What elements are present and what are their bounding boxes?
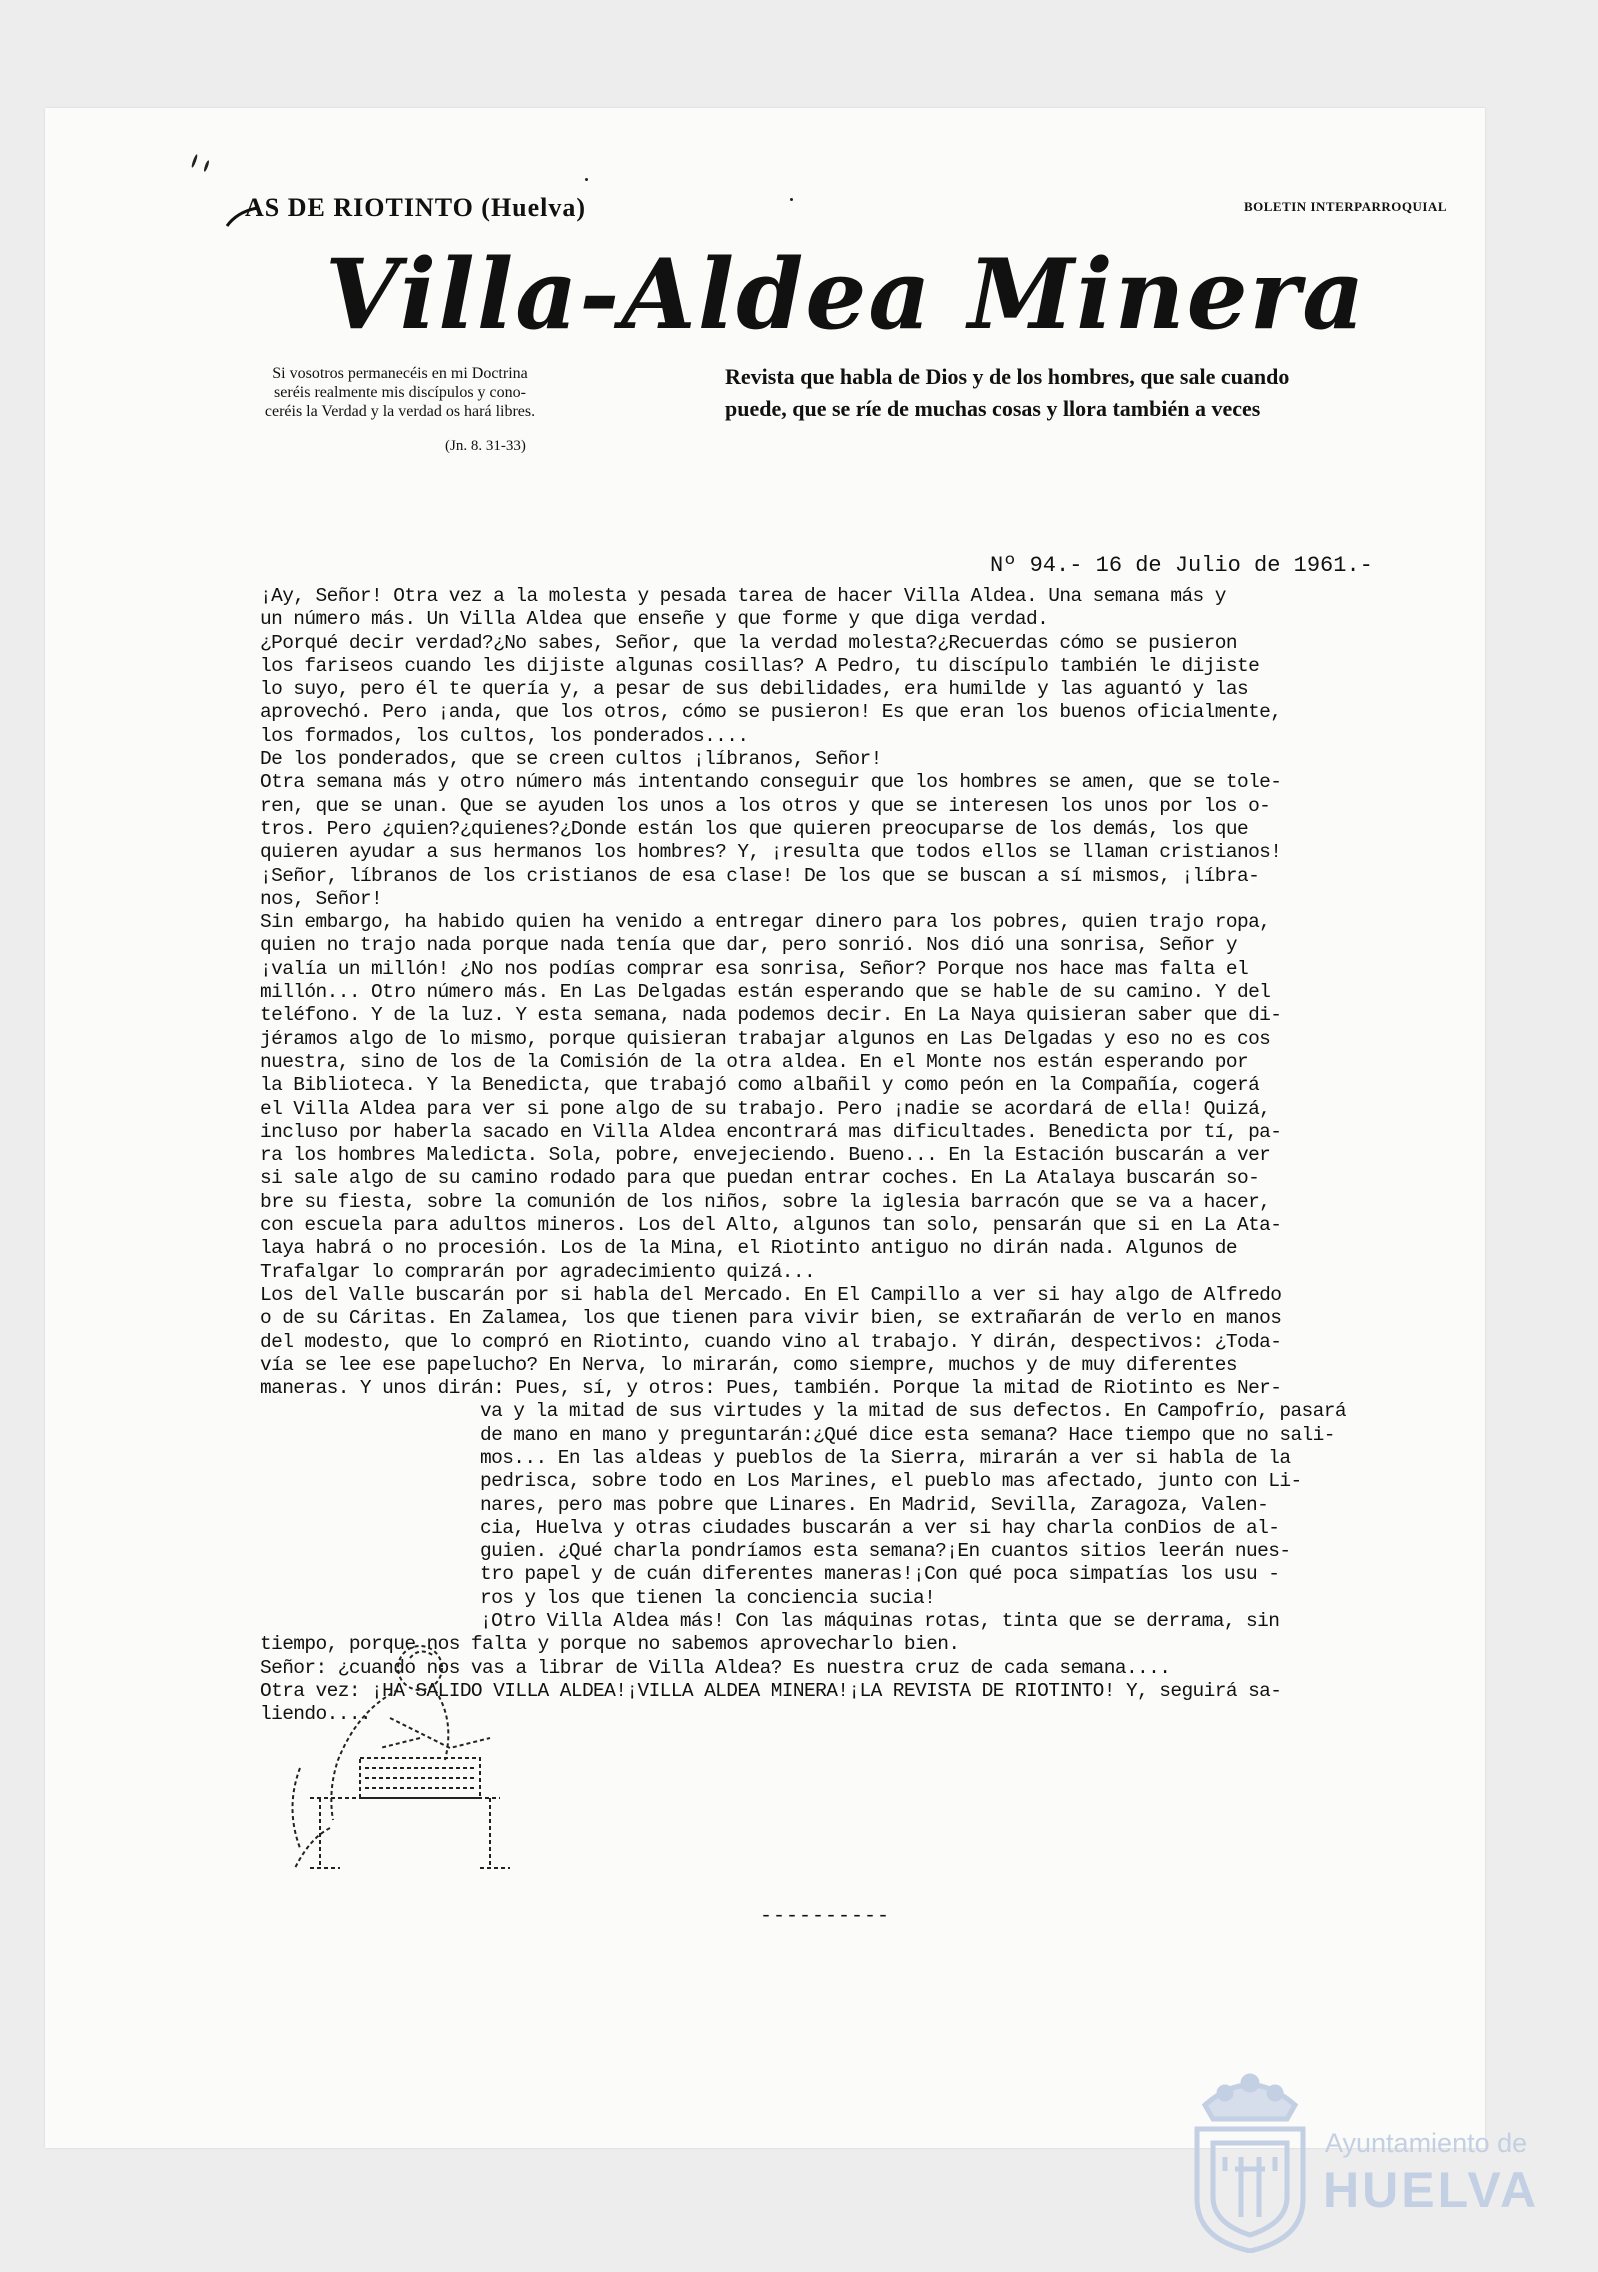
text-line: Señor: ¿cuando nos vas a librar de Villa Aldea? Es nuestra cruz de cada semana....	[260, 1656, 1171, 1679]
scripture-quote	[185, 364, 615, 421]
text-line: Otra semana más y otro número más intentando conseguir que los hombres se amen, que se tole-	[260, 771, 1282, 794]
quote-line: Si vosotros permanecéis en mi Doctrina	[272, 365, 528, 382]
text-line: la Biblioteca. Y la Benedicta, que trabajó como albañil y como peón en la Compañía, cogerá	[260, 1074, 1260, 1097]
text-line: tiempo, porque nos falta y porque no sabemos aprovecharlo bien.	[260, 1633, 960, 1656]
text-line: va y la mitad de sus virtudes y la mitad de sus defectos. En Campofrío, pasará	[480, 1400, 1346, 1423]
text-line: lo suyo, pero él te quería y, a pesar de sus debilidades, era humilde y las aguantó y las	[260, 678, 1249, 701]
text-line: del modesto, que lo compró en Riotinto, cuando vino al trabajo. Y dirán, despectivos: ¿Toda-	[260, 1330, 1282, 1353]
watermark-city-name: HUELVA	[1323, 2162, 1540, 2218]
article-paragraphs	[260, 585, 1450, 1400]
text-line: aprovechó. Pero ¡anda, que los otros, cómo se pusieron! Es que eran los buenos oficialmente,	[260, 701, 1282, 724]
ink-speck	[203, 160, 210, 172]
text-line: ¡valía un millón! ¿No nos podías comprar esa sonrisa, Señor? Porque nos hace mas falta el	[260, 957, 1249, 980]
text-line: ¡Otro Villa Aldea más! Con las máquinas rotas, tinta que se derrama, sin	[480, 1610, 1280, 1633]
text-line: vía se lee ese papelucho? En Nerva, lo mirarán, como siempre, muchos y de muy diferentes	[260, 1353, 1237, 1376]
text-line: nuestra, sino de los de la Comisión de la otra aldea. En el Monte nos están esperando por	[260, 1050, 1249, 1073]
institution-watermark	[1185, 2073, 1585, 2253]
text-line: ¿Porqué decir verdad?¿No sabes, Señor, que la verdad molesta?¿Recuerdas cómo se pusieron	[260, 631, 1237, 654]
text-line: ren, que se unan. Que se ayuden los unos a los otros y que se interesen los unos por los o-	[260, 794, 1271, 817]
scripture-reference: (Jn. 8. 31-33)	[445, 438, 526, 454]
masthead-title: Villa-Aldea Minera	[325, 238, 1367, 351]
text-line: jéramos algo de lo mismo, porque quisieran trabajar algunos en Las Delgadas y eso no es cos	[260, 1027, 1271, 1050]
huelva-coat-of-arms-icon	[1185, 2073, 1315, 2253]
tagline	[725, 361, 1485, 425]
text-line: laya habrá o no procesión. Los de la Mina, el Riotinto antiguo no dirán nada. Algunos de	[260, 1237, 1237, 1260]
text-line: liendo....	[260, 1703, 372, 1726]
text-line: si sale algo de su camino rodado para que puedan entrar coches. En La Atalaya buscarán so-	[260, 1167, 1260, 1190]
bulletin-type: BOLETIN INTERPARROQUIAL	[1243, 199, 1447, 214]
text-line: tros. Pero ¿quien?¿quienes?¿Donde están los que quieren preocuparse de los demás, los que	[260, 817, 1249, 840]
text-line: nares, pero mas pobre que Linares. En Madrid, Sevilla, Zaragoza, Valen-	[480, 1493, 1269, 1516]
text-line: pedrisca, sobre todo en Los Marines, el pueblo mas afectado, junto con Li-	[480, 1470, 1302, 1493]
text-line: millón... Otro número más. En Las Delgadas están esperando que se hable de su camino. Y del	[260, 981, 1271, 1004]
ink-speck	[191, 154, 199, 168]
text-line: ¡Señor, líbranos de los cristianos de esa clase! De los que se buscan a sí mismos, ¡líbra-	[260, 864, 1260, 887]
text-line: Trafalgar lo comprarán por agradecimiento quizá...	[260, 1260, 816, 1283]
text-line: ¡Ay, Señor! Otra vez a la molesta y pesada tarea de hacer Villa Aldea. Una semana más y	[260, 585, 1226, 607]
text-line: guien. ¿Qué charla pondríamos esta semana?¡En cuantos sitios leerán nues-	[480, 1540, 1291, 1563]
text-line: los fariseos cuando les dijiste algunas cosillas? A Pedro, tu discípulo también le dijiste	[260, 654, 1260, 677]
text-line: o de su Cáritas. En Zalamea, los que tienen para vivir bien, se extrañarán de verlo en manos	[260, 1307, 1282, 1330]
text-line: ros y los que tienen la conciencia sucia!	[480, 1586, 936, 1609]
text-line: mos... En las aldeas y pueblos de la Sierra, mirarán a ver si habla de la	[480, 1446, 1291, 1469]
quote-line: ceréis la Verdad y la verdad os hará libres.	[264, 403, 536, 420]
text-line: nos, Señor!	[260, 887, 383, 910]
text-line: Otra vez: ¡HA SALIDO VILLA ALDEA!¡VILLA ALDEA MINERA!¡LA REVISTA DE RIOTINTO! Y, seguirá sa-	[260, 1679, 1282, 1702]
ink-speck	[790, 198, 793, 201]
quote-line: seréis realmente mis discípulos y cono-	[274, 384, 526, 401]
text-line: de mano en mano y preguntarán:¿Qué dice esta semana? Hace tiempo que no sali-	[480, 1423, 1335, 1446]
text-line: incluso por haberla sacado en Villa Aldea encontrará mas dificultades. Benedicta por tí, pa-	[260, 1120, 1282, 1143]
text-line: ra los hombres Maledicta. Sola, pobre, envejeciendo. Bueno... En la Estación buscarán a ver	[260, 1144, 1271, 1167]
text-line: Sin embargo, ha habido quien ha venido a entregar dinero para los pobres, quien trajo ropa,	[260, 911, 1271, 934]
text-line: un número más. Un Villa Aldea que enseñe y que forme y que diga verdad.	[260, 608, 1049, 631]
text-line: los formados, los cultos, los ponderados....	[260, 724, 749, 747]
text-line: cia, Huelva y otras ciudades buscarán a ver si hay charla conDios de al-	[480, 1516, 1280, 1539]
text-line: De los ponderados, que se creen cultos ¡líbranos, Señor!	[260, 748, 882, 771]
man-at-desk-sketch	[270, 1628, 510, 1888]
article-body	[260, 585, 1450, 1727]
text-line: Los del Valle buscarán por si habla del Mercado. En El Campillo a ver si hay algo de Alfredo	[260, 1283, 1282, 1306]
text-line: con escuela para adultos mineros. Los del Alto, algunos tan solo, pensarán que si en La Ata-	[260, 1214, 1282, 1237]
text-line: quien no trajo nada porque nada tenía que dar, pero sonrió. Nos dió una sonrisa, Señor y	[260, 934, 1237, 957]
text-line: bre su fiesta, sobre la comunión de los niños, sobre la iglesia barracón que se va a hacer,	[260, 1190, 1271, 1213]
article-indented-block	[260, 1400, 1450, 1633]
ink-speck	[585, 178, 588, 181]
tagline-line: Revista que habla de Dios y de los hombres, que sale cuando	[725, 364, 1290, 389]
document-page	[45, 108, 1485, 2148]
watermark-city-label: Ayuntamiento de	[1325, 2128, 1528, 2158]
text-line: el Villa Aldea para ver si pone algo de su trabajo. Pero ¡nadie se acordará de ella! Quizá,	[260, 1097, 1271, 1120]
tagline-line: puede, que se ríe de muchas cosas y llora también a veces	[725, 396, 1261, 421]
text-line: tro papel y de cuán diferentes maneras!¡Con qué poca simpatías los usu -	[480, 1563, 1280, 1586]
text-line: maneras. Y unos dirán: Pues, sí, y otros: Pues, también. Porque la mitad de Riotinto es Ner-	[260, 1377, 1282, 1400]
parish-location: AS DE RIOTINTO (Huelva)	[245, 193, 587, 222]
issue-date-line: Nº 94.- 16 de Julio de 1961.-	[990, 553, 1373, 578]
text-line: teléfono. Y de la luz. Y esta semana, nada podemos decir. En La Naya quisieran saber que di-	[260, 1004, 1282, 1027]
closing-divider: ----------	[760, 1905, 891, 1928]
text-line: quieren ayudar a sus hermanos los hombres? Y, ¡resulta que todos ellos se llaman cristianos!	[260, 841, 1282, 864]
